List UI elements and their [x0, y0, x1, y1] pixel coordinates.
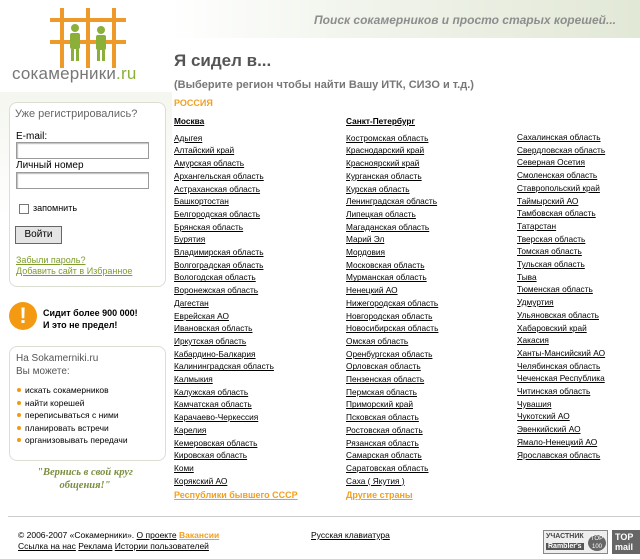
region-link[interactable]: Белгородская область [174, 208, 261, 219]
region-link[interactable]: Северная Осетия [517, 157, 586, 168]
ads-link[interactable]: Реклама [78, 541, 113, 551]
about-link[interactable]: О проекте [136, 530, 177, 540]
region-link[interactable]: Алтайский край [174, 145, 235, 156]
page-title: Я сидел в... [174, 51, 272, 70]
region-link[interactable]: Красноярский край [346, 158, 420, 169]
logo-bars-icon [50, 8, 126, 68]
vacancies-link[interactable]: Вакансии [179, 530, 220, 540]
country-heading: РОССИЯ [174, 98, 213, 108]
region-link[interactable]: Кемеровская область [174, 437, 258, 448]
region-link[interactable]: Амурская область [174, 158, 245, 169]
region-column-3 [517, 131, 605, 461]
region-link[interactable]: Карелия [174, 424, 207, 435]
features-panel [9, 346, 166, 461]
region-link-saint-petersburg[interactable]: Санкт-Петербург [346, 116, 415, 126]
promo-line-1: Сидит более 900 000! [43, 308, 138, 318]
region-link[interactable]: Новосибирская область [346, 323, 439, 334]
region-link[interactable]: Чувашия [517, 398, 552, 409]
region-link[interactable]: Еврейская АО [174, 310, 229, 321]
region-column-1 [174, 115, 274, 487]
region-link[interactable]: Корякский АО [174, 475, 228, 486]
badge-top-icon: TOP 100 [588, 535, 606, 551]
logo-tld: .ru [116, 64, 137, 83]
site-logo[interactable] [6, 4, 166, 96]
email-field[interactable] [16, 142, 149, 159]
region-link[interactable]: Владимирская область [174, 247, 264, 258]
region-link[interactable]: Удмуртия [517, 297, 554, 308]
features-title-line-1: На Sokamerniki.ru [16, 353, 99, 364]
region-link[interactable]: Тюменская область [517, 284, 593, 295]
region-link[interactable]: Московская область [346, 259, 425, 270]
region-link[interactable]: Татарстан [517, 220, 557, 231]
region-link[interactable]: Ханты-Мансийский АО [517, 347, 606, 358]
region-link[interactable]: Оренбургская область [346, 348, 433, 359]
region-link[interactable]: Астраханская область [174, 183, 261, 194]
region-link[interactable]: Саратовская область [346, 462, 429, 473]
region-link[interactable]: Пензенская область [346, 374, 425, 385]
region-link[interactable]: Новгородская область [346, 310, 433, 321]
region-link[interactable]: Костромская область [346, 132, 429, 143]
personal-number-field[interactable] [16, 172, 149, 189]
remember-label: запомнить [33, 203, 78, 213]
badge-line-1: УЧАСТНИК [546, 533, 584, 540]
region-link[interactable]: Ленинградская область [346, 196, 438, 207]
region-link[interactable]: Дагестан [174, 297, 209, 308]
email-label: E-mail: [16, 131, 48, 142]
region-link[interactable]: Тульская область [517, 259, 585, 270]
site-slogan: Поиск сокамерников и просто старых корешей... [314, 13, 616, 27]
features-title-line-2: Вы можете: [16, 366, 70, 377]
region-link[interactable]: Камчатская область [174, 399, 252, 410]
copyright: © 2006-2007 «Сокамерники». [18, 530, 135, 540]
region-link[interactable]: Курская область [346, 183, 410, 194]
region-link[interactable]: Кировская область [174, 450, 248, 461]
login-button[interactable]: Войти [15, 226, 62, 244]
region-link[interactable]: Ненецкий АО [346, 285, 398, 296]
remember-checkbox[interactable] [19, 204, 29, 214]
footer-row-2 [18, 541, 209, 551]
region-link[interactable]: Ивановская область [174, 323, 253, 334]
region-column-2 [346, 115, 438, 487]
region-link[interactable]: Сахалинская область [517, 132, 601, 142]
footer-row-1 [18, 530, 219, 540]
region-link[interactable]: Коми [174, 462, 194, 473]
region-link-moscow[interactable]: Москва [174, 116, 205, 126]
login-panel [9, 102, 166, 287]
user-stories-link[interactable]: Истории пользователей [114, 541, 209, 551]
region-link[interactable]: Бурятия [174, 234, 206, 245]
features-list [10, 378, 165, 447]
region-link[interactable]: Ульяновская область [517, 309, 599, 320]
user-count-promo [9, 298, 166, 338]
region-link[interactable]: Вологодская область [174, 272, 256, 283]
logo-wordmark [12, 64, 136, 84]
footer-divider [8, 516, 640, 517]
rambler-top100-badge[interactable] [543, 530, 608, 554]
motto-line-1: "Вернись в свой круг [37, 467, 133, 478]
region-link[interactable]: Самарская область [346, 450, 422, 461]
other-countries-link[interactable]: Другие страны [346, 490, 413, 500]
region-link[interactable]: Томская область [517, 246, 582, 257]
list-item: планировать встречи [16, 422, 165, 435]
region-link[interactable]: Приморский край [346, 399, 413, 410]
region-link[interactable]: Псковская область [346, 412, 419, 423]
region-link[interactable]: Чукотский АО [517, 411, 570, 422]
region-link[interactable]: Читинская область [517, 386, 591, 397]
list-item: искать сокамерников [16, 384, 165, 397]
region-link[interactable]: Чеченская Республика [517, 373, 605, 384]
region-link[interactable]: Таймырский АО [517, 195, 579, 206]
region-link[interactable]: Саха ( Якутия ) [346, 475, 405, 486]
region-link[interactable]: Калмыкия [174, 374, 213, 385]
page-subtitle: (Выберите регион чтобы найти Вашу ИТК, СИЗО и т.д.) [174, 79, 474, 91]
forgot-password-link[interactable]: Забыли пароль? [16, 255, 86, 265]
region-link[interactable]: Челябинская область [517, 360, 601, 371]
list-item: организовывать передачи [16, 434, 165, 447]
top-mail-badge[interactable]: TOP mail [612, 530, 640, 554]
features-title [10, 347, 165, 378]
region-link[interactable]: Калужская область [174, 386, 249, 397]
list-item: найти корешей [16, 397, 165, 410]
logo-name: сокамерники [12, 64, 117, 83]
region-link[interactable]: Волгоградская область [174, 259, 264, 270]
region-link[interactable]: Хакасия [517, 335, 549, 346]
region-link[interactable]: Ростовская область [346, 424, 423, 435]
region-link[interactable]: Тыва [517, 271, 537, 282]
add-to-favorites-link[interactable]: Добавить сайт в Избранное [16, 266, 133, 276]
region-link[interactable]: Иркутская область [174, 335, 247, 346]
region-link[interactable]: Нижегородская область [346, 297, 439, 308]
region-link[interactable]: Марий Эл [346, 234, 385, 245]
region-link[interactable]: Мордовия [346, 247, 386, 258]
former-ussr-link[interactable]: Республики бывшего СССР [174, 490, 298, 500]
header-band [170, 0, 640, 38]
region-link[interactable]: Смоленская область [517, 170, 598, 181]
personal-number-label: Личный номер [16, 160, 84, 171]
region-link[interactable]: Орловская область [346, 361, 421, 372]
exclamation-icon: ! [9, 302, 37, 330]
region-link[interactable]: Мурманская область [346, 272, 427, 283]
region-link[interactable]: Ярославская область [517, 449, 601, 460]
region-link[interactable]: Липецкая область [346, 208, 416, 219]
region-link[interactable]: Адыгея [174, 132, 203, 143]
region-link[interactable]: Ставропольский край [517, 182, 600, 193]
region-link[interactable]: Калининградская область [174, 361, 274, 372]
motto [20, 466, 150, 492]
region-link[interactable]: Пермская область [346, 386, 417, 397]
keyboard-link-wrapper [311, 530, 390, 540]
region-link[interactable]: Свердловская область [517, 144, 606, 155]
list-item: переписываться с ними [16, 409, 165, 422]
region-link[interactable]: Тамбовская область [517, 208, 596, 219]
region-link[interactable]: Воронежская область [174, 285, 259, 296]
motto-line-2: общения!" [59, 480, 111, 491]
region-link[interactable]: Башкортостан [174, 196, 229, 207]
region-link[interactable]: Краснодарский край [346, 145, 425, 156]
region-link[interactable]: Рязанская область [346, 437, 419, 448]
region-link[interactable]: Магаданская область [346, 221, 430, 232]
region-link[interactable]: Карачаево-Черкессия [174, 412, 259, 423]
promo-text [43, 307, 138, 331]
login-title: Уже регистрировались? [15, 108, 138, 120]
promo-line-2: И это не предел! [43, 320, 118, 330]
russian-keyboard-link[interactable]: Русская клавиатура [311, 530, 390, 540]
region-link[interactable]: Эвенкийский АО [517, 424, 581, 435]
region-link[interactable]: Кабардино-Балкария [174, 348, 256, 359]
region-link[interactable]: Курганская область [346, 170, 422, 181]
region-link[interactable]: Ямало-Ненецкий АО [517, 436, 598, 447]
badge-line-2: Rambler's [548, 543, 582, 550]
region-link[interactable]: Омская область [346, 335, 409, 346]
region-link[interactable]: Хабаровский край [517, 322, 587, 333]
region-link[interactable]: Архангельская область [174, 170, 264, 181]
region-link[interactable]: Тверская область [517, 233, 586, 244]
link-to-us[interactable]: Ссылка на нас [18, 541, 76, 551]
region-link[interactable]: Брянская область [174, 221, 244, 232]
